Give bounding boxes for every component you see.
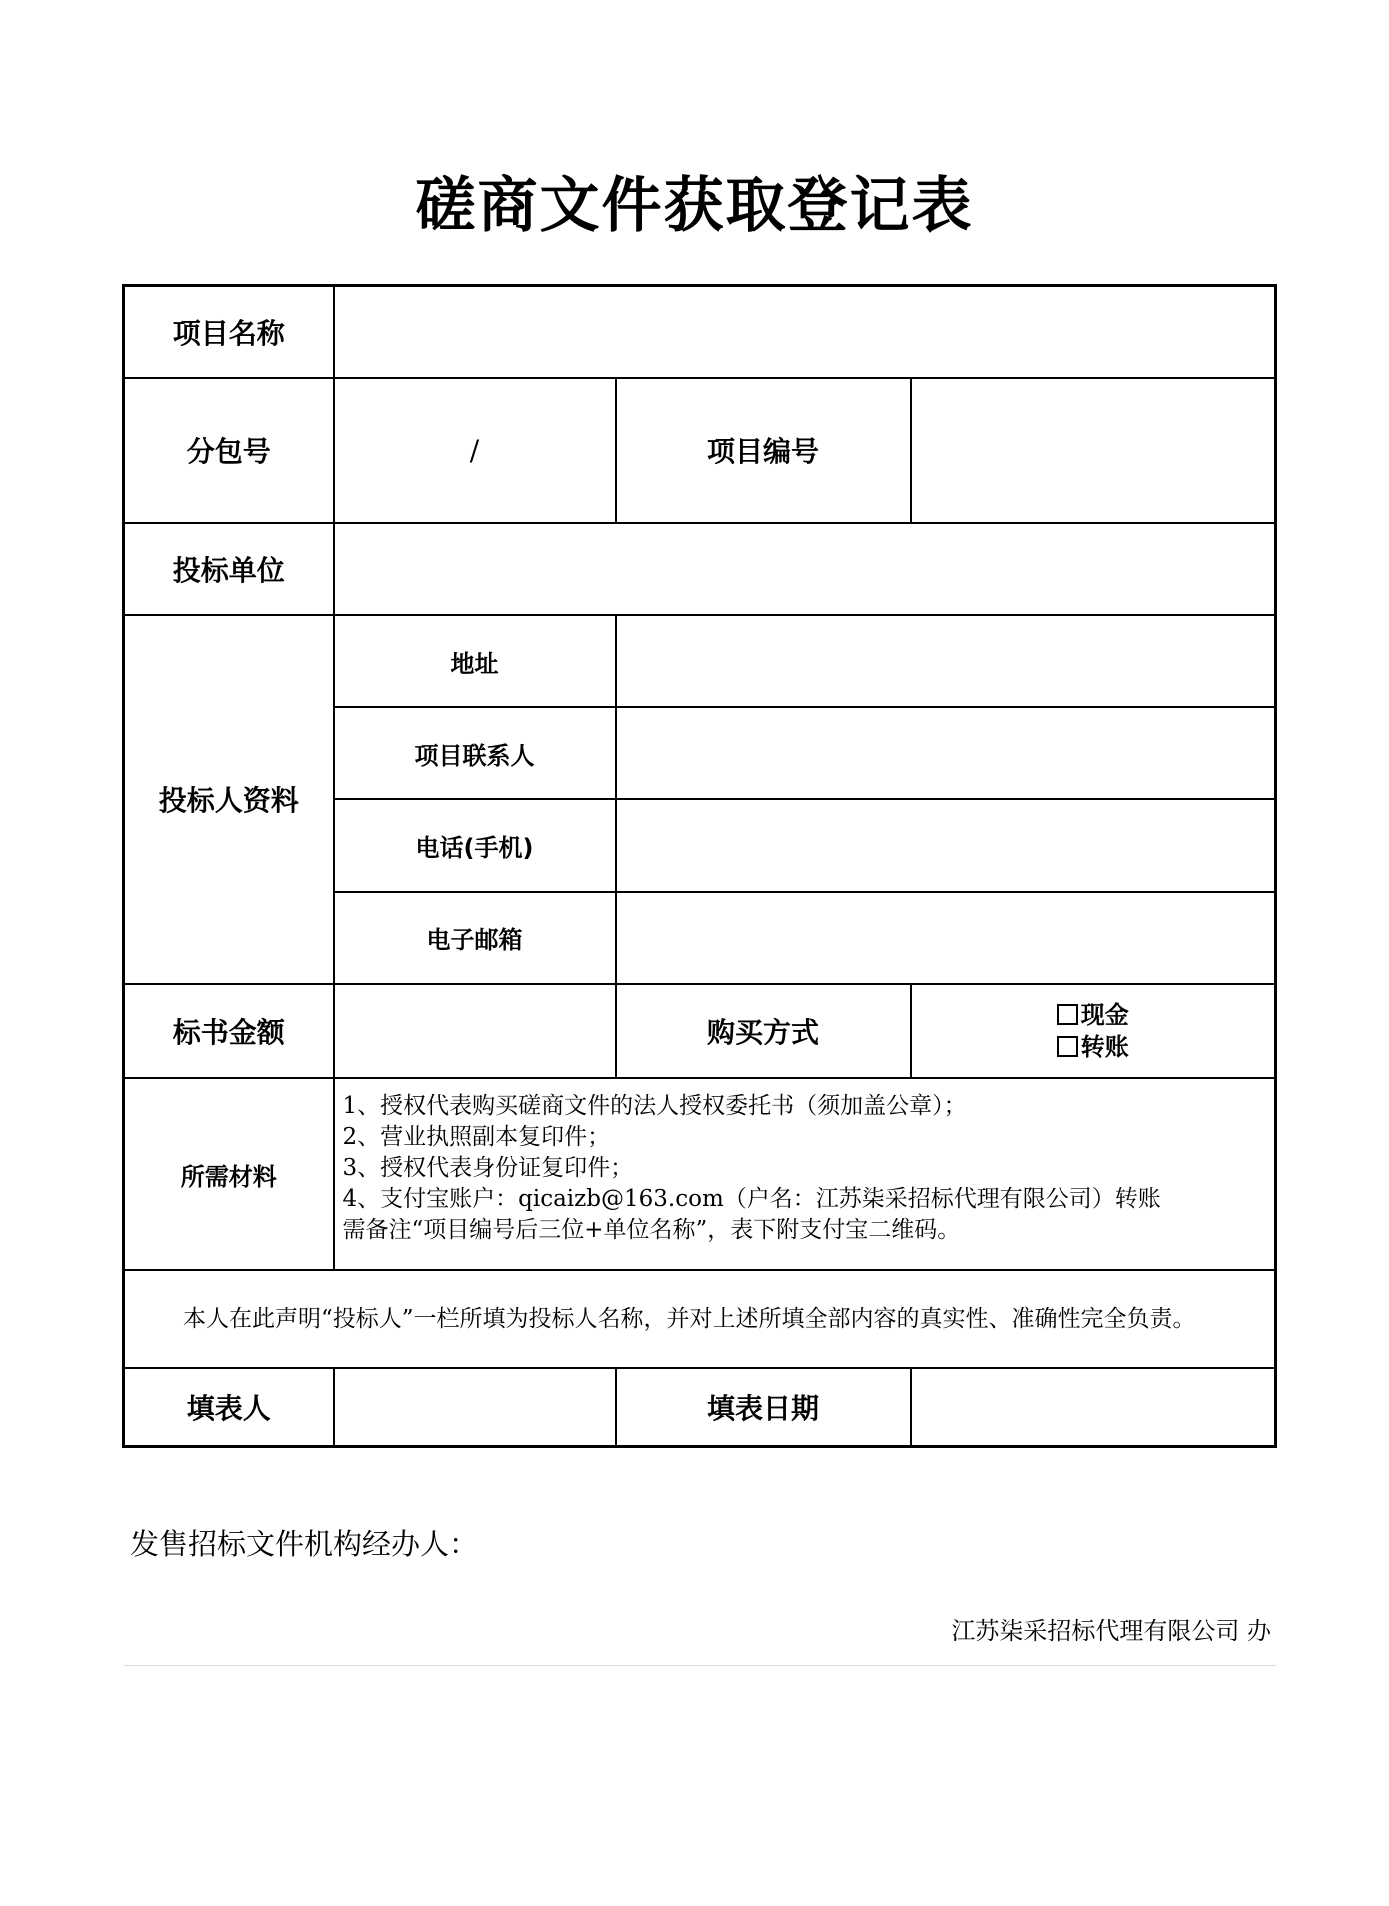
payment-option-transfer-label: 转账 [1080, 1032, 1129, 1061]
bidder-unit-field[interactable] [334, 523, 1276, 615]
footer-divider [124, 1665, 1276, 1666]
materials-item: 3、授权代表身份证复印件； [342, 1154, 634, 1181]
registration-form-table [122, 284, 1277, 1448]
page-title: 磋商文件获取登记表 [415, 171, 974, 241]
project-name-label: 项目名称 [124, 286, 334, 378]
declaration-text: 本人在此声明“投标人”一栏所填为投标人名称，并对上述所填全部内容的真实性、准确性完全负责。 [183, 1306, 1196, 1333]
address-label: 地址 [334, 615, 616, 707]
payment-option-transfer[interactable] [912, 1031, 1275, 1063]
payment-label: 购买方式 [616, 984, 911, 1078]
package-no-field[interactable]: / [334, 378, 616, 523]
phone-field[interactable] [616, 799, 1276, 891]
address-field[interactable] [616, 615, 1276, 707]
project-no-label: 项目编号 [616, 378, 911, 523]
email-field[interactable] [616, 892, 1276, 984]
materials-item: 需备注“项目编号后三位+单位名称”，表下附支付宝二维码。 [342, 1216, 961, 1243]
bidder-unit-label: 投标单位 [124, 523, 334, 615]
row-package [124, 378, 1276, 523]
row-declaration [124, 1270, 1276, 1368]
contact-label: 项目联系人 [334, 707, 616, 799]
materials-label: 所需材料 [124, 1078, 334, 1270]
email-label: 电子邮箱 [334, 892, 616, 984]
amount-field[interactable] [334, 984, 616, 1078]
amount-label: 标书金额 [124, 984, 334, 1078]
row-project-name [124, 286, 1276, 378]
contact-field[interactable] [616, 707, 1276, 799]
checkbox-empty-icon[interactable] [1057, 1036, 1078, 1057]
materials-item: 2、营业执照副本复印件； [342, 1123, 611, 1150]
payment-option-cash[interactable] [912, 999, 1275, 1031]
package-no-label: 分包号 [124, 378, 334, 523]
project-name-field[interactable] [334, 286, 1276, 378]
fill-date-label: 填表日期 [616, 1368, 911, 1446]
materials-item: 4、支付宝账户：qicaizb@163.com（户名：江苏柒采招标代理有限公司）转账 [342, 1185, 1161, 1212]
project-no-field[interactable] [911, 378, 1276, 523]
row-bidder-unit [124, 523, 1276, 615]
fill-date-field[interactable] [911, 1368, 1276, 1446]
materials-list [334, 1078, 1276, 1270]
phone-label: 电话(手机) [334, 799, 616, 891]
materials-item: 1、授权代表购买磋商文件的法人授权委托书（须加盖公章）； [342, 1092, 967, 1119]
row-materials [124, 1078, 1276, 1270]
seller-agent-label: 发售招标文件机构经办人： [130, 1527, 479, 1561]
payment-option-cash-label: 现金 [1080, 1000, 1129, 1029]
filler-field[interactable] [334, 1368, 616, 1446]
row-amount [124, 984, 1276, 1078]
company-line: 江苏柒采招标代理有限公司 办 [951, 1617, 1271, 1645]
declaration-cell [124, 1270, 1276, 1368]
row-filler [124, 1368, 1276, 1446]
checkbox-empty-icon[interactable] [1057, 1004, 1078, 1025]
filler-label: 填表人 [124, 1368, 334, 1446]
payment-options [911, 984, 1276, 1078]
bidder-info-label: 投标人资料 [124, 615, 334, 984]
row-address [124, 615, 1276, 707]
